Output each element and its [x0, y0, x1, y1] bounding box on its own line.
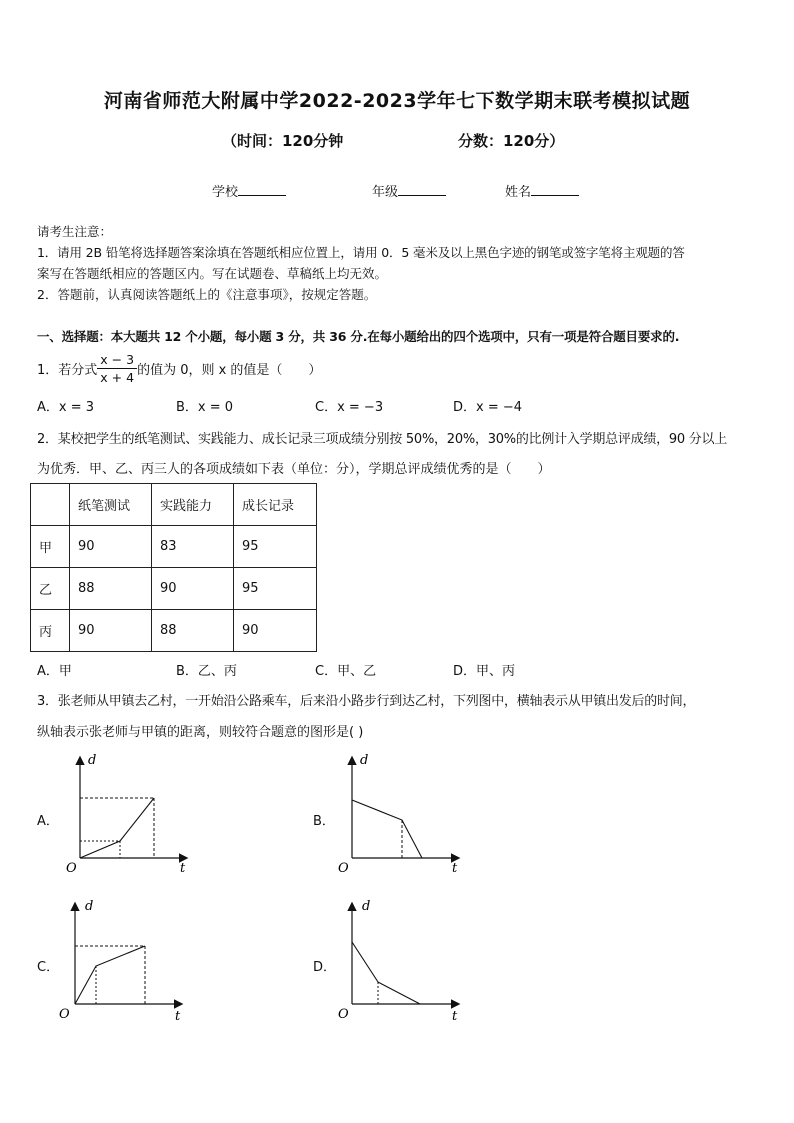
table-cell: 90: [152, 568, 234, 610]
table-header-row: [31, 484, 317, 526]
axis-label-t: t: [180, 861, 186, 876]
graph-b[interactable]: [332, 748, 472, 880]
exam-score: 分数：120分）: [458, 132, 565, 150]
q1-prefix: 1．若分式: [37, 362, 98, 378]
axis-label-d: d: [362, 899, 371, 914]
section-heading: 一、选择题：本大题共 12 个小题，每小题 3 分，共 36 分.在每小题给出的四个选项中，只有一项是符合题目要求的.: [37, 329, 680, 344]
q3-option-b[interactable]: B．: [313, 814, 335, 829]
table-cell: 88: [70, 568, 152, 610]
axis-label-d: d: [85, 899, 94, 914]
table-cell: 乙: [31, 568, 70, 610]
q2-line-1: 2．某校把学生的纸笔测试、实践能力、成长记录三项成绩分别按 50%，20%，30%的比例计入学期总评成绩，90 分以上: [37, 432, 728, 447]
exam-time: （时间：120分钟: [222, 132, 344, 150]
table-cell: 丙: [31, 610, 70, 652]
table-header-cell: [31, 484, 70, 526]
score-table: [30, 483, 317, 652]
q3-option-c[interactable]: C．: [37, 960, 60, 975]
notice-item-1a: 1．请用 2B 铅笔将选择题答案涂填在答题纸相应位置上，请用 0．5 毫米及以上黑色字迹的钢笔或签字笔将主观题的答: [37, 245, 685, 260]
q1-suffix: 的值为 0，则 x 的值是（ ）: [137, 362, 322, 378]
graph-d[interactable]: [332, 894, 472, 1026]
table-cell: 83: [152, 526, 234, 568]
table-cell: 88: [152, 610, 234, 652]
notice-block: [37, 221, 767, 305]
grade-field[interactable]: [372, 181, 446, 200]
notice-item-1b: 案写在答题纸相应的答题区内。写在试题卷、草稿纸上均无效。: [37, 266, 388, 281]
grade-label: 年级: [372, 185, 399, 200]
q1-option-c[interactable]: C．x = −3: [315, 400, 384, 415]
origin-label: O: [66, 861, 77, 876]
table-header-cell: 纸笔测试: [70, 484, 152, 526]
graph-c[interactable]: [55, 894, 195, 1026]
school-field[interactable]: [212, 181, 286, 200]
q1-denominator: x + 4: [100, 369, 135, 385]
q2-option-a[interactable]: A．甲: [37, 664, 72, 679]
page-title: 河南省师范大附属中学2022-2023学年七下数学期末联考模拟试题: [103, 90, 691, 112]
axis-label-d: d: [360, 753, 369, 768]
q3-option-a[interactable]: A．: [37, 814, 59, 829]
table-cell: 90: [234, 610, 317, 652]
axis-label-t: t: [452, 1009, 458, 1024]
origin-label: O: [338, 861, 349, 876]
q1-option-a[interactable]: A．x = 3: [37, 400, 95, 415]
q1-option-b[interactable]: B．x = 0: [176, 400, 234, 415]
axis-label-d: d: [88, 753, 97, 768]
table-row: [31, 610, 317, 652]
question-1: [37, 348, 321, 388]
distance-line: [75, 946, 145, 1004]
q3-line-2: 纵轴表示张老师与甲镇的距离，则较符合题意的图形是( ): [37, 725, 364, 740]
axis-label-t: t: [452, 861, 458, 876]
q1-numerator: x − 3: [97, 351, 137, 369]
q2-option-d[interactable]: D．甲、丙: [453, 664, 516, 679]
axis-label-t: t: [175, 1009, 181, 1024]
table-row: [31, 568, 317, 610]
table-cell: 90: [70, 526, 152, 568]
q1-fraction: [97, 351, 137, 386]
notice-heading: 请考生注意：: [37, 224, 113, 239]
q2-option-c[interactable]: C．甲、乙: [315, 664, 377, 679]
graph-a[interactable]: [60, 748, 200, 880]
distance-line: [352, 800, 422, 858]
table-cell: 95: [234, 526, 317, 568]
q2-line-2: 为优秀．甲、乙、丙三人的各项成绩如下表（单位：分），学期总评成绩优秀的是（ ）: [37, 462, 551, 477]
grade-blank[interactable]: [398, 182, 446, 196]
distance-line: [80, 798, 154, 858]
notice-item-2: 2．答题前，认真阅读答题纸上的《注意事项》，按规定答题。: [37, 287, 377, 302]
table-header-cell: 实践能力: [152, 484, 234, 526]
q2-option-b[interactable]: B．乙、丙: [176, 664, 237, 679]
table-cell: 甲: [31, 526, 70, 568]
name-blank[interactable]: [531, 182, 579, 196]
q1-option-d[interactable]: D．x = −4: [453, 400, 523, 415]
table-cell: 95: [234, 568, 317, 610]
q3-line-1: 3．张老师从甲镇去乙村，一开始沿公路乘车，后来沿小路步行到达乙村，下列图中，横轴表示从甲镇出发后的时间，: [37, 694, 696, 709]
q3-option-d[interactable]: D．: [313, 960, 337, 975]
origin-label: O: [59, 1007, 70, 1022]
name-field[interactable]: [505, 181, 579, 200]
school-blank[interactable]: [238, 182, 286, 196]
table-row: [31, 526, 317, 568]
name-label: 姓名: [505, 185, 532, 200]
table-cell: 90: [70, 610, 152, 652]
distance-line: [352, 942, 420, 1004]
origin-label: O: [338, 1007, 349, 1022]
school-label: 学校: [212, 185, 239, 200]
table-header-cell: 成长记录: [234, 484, 317, 526]
